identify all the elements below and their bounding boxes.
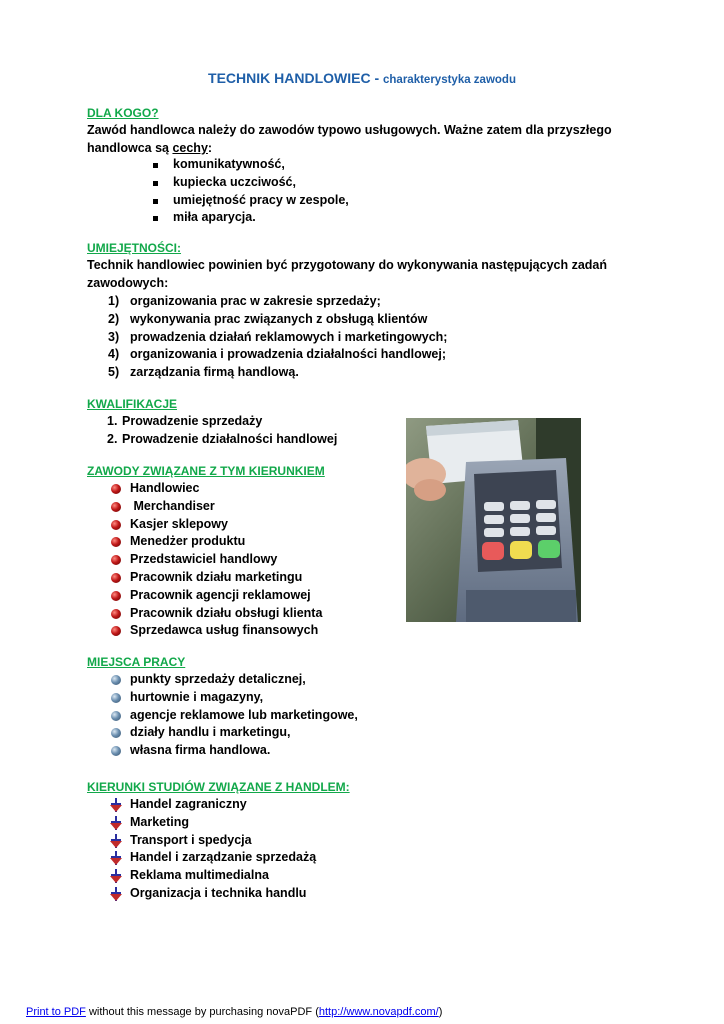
list-item: Organizacja i technika handlu [130,885,316,903]
list-item: umiejętność pracy w zespole, [173,192,349,210]
page-title [0,70,724,86]
list-item: Transport i spedycja [130,832,316,850]
arrow-down-bullet-icon [110,798,122,812]
list-item: działy handlu i marketingu, [130,724,358,742]
red-ball-bullet-icon [111,502,121,512]
cechy-underlined: cechy [172,141,208,155]
professions-list [130,480,322,640]
list-item: punkty sprzedaży detalicznej, [130,671,358,689]
dla-kogo-text-before: Zawód handlowca należy do zawodów typowo usługowych. Ważne zatem dla przyszłego handlowca są [87,123,612,155]
section-heading-umiejetnosci: UMIEJĘTNOŚCI: [87,241,182,255]
novapdf-footer [26,1006,442,1018]
list-item: 2) wykonywania prac związanych z obsługą klientów [108,311,428,326]
list-item: Kasjer sklepowy [130,516,322,534]
print-to-pdf-link[interactable]: Print to PDF [26,1006,86,1018]
footer-end-text: ) [438,1006,443,1018]
red-ball-bullet-icon [111,555,121,565]
section-heading-kwalifikacje: KWALIFIKACJE [87,397,177,411]
section-heading-zawody: ZAWODY ZWIĄZANE Z TYM KIERUNKIEM [87,464,325,478]
list-item: 5) zarządzania firmą handlową. [108,365,299,380]
list-item: hurtownie i magazyny, [130,689,358,707]
square-bullet-icon [153,163,158,168]
list-item: własna firma handlowa. [130,742,358,760]
list-item: 3) prowadzenia działań reklamowych i marketingowych; [108,329,448,344]
blue-ball-bullet-icon [111,693,121,703]
red-ball-bullet-icon [111,537,121,547]
dla-kogo-text-after: : [207,141,213,155]
list-item: Handlowiec [130,480,322,498]
novapdf-url-link[interactable]: http://www.novapdf.com/ [318,1006,439,1018]
list-item: Pracownik działu obsługi klienta [130,605,322,623]
list-item: agencje reklamowe lub marketingowe, [130,707,358,725]
arrow-down-bullet-icon [110,816,122,830]
red-ball-bullet-icon [111,626,121,636]
red-ball-bullet-icon [111,609,121,619]
list-item: 2. Prowadzenie działalności handlowej [107,431,338,446]
qualifications-list [107,413,338,449]
list-item: 1. Prowadzenie sprzedaży [107,414,263,428]
list-item: 4) organizowania i prowadzenia działalności handlowej; [108,347,447,362]
arrow-down-bullet-icon [110,887,122,901]
list-item: Reklama multimedialna [130,867,316,885]
section-heading-dla-kogo: DLA KOGO? [87,106,159,120]
list-item: Handel i zarządzanie sprzedażą [130,849,316,867]
list-item: Przedstawiciel handlowy [130,551,322,569]
list-item: Pracownik agencji reklamowej [130,587,322,605]
payment-terminal-image [406,418,581,622]
square-bullet-icon [153,199,158,204]
red-ball-bullet-icon [111,484,121,494]
red-ball-bullet-icon [111,520,121,530]
list-item: Marketing [130,814,316,832]
skills-list [108,293,448,382]
list-item: Handel zagraniczny [130,796,316,814]
payment-terminal-photo [406,418,581,622]
blue-ball-bullet-icon [111,711,121,721]
workplaces-list [130,671,358,760]
title-sub: charakterystyka zawodu [383,74,516,86]
blue-ball-bullet-icon [111,675,121,685]
arrow-down-bullet-icon [110,834,122,848]
list-item: Pracownik działu marketingu [130,569,322,587]
study-fields-list [130,796,316,903]
title-main: TECHNIK HANDLOWIEC - [208,70,384,86]
list-item: miła aparycja. [173,209,349,227]
square-bullet-icon [153,181,158,186]
list-item: kupiecka uczciwość, [173,174,349,192]
list-item: Sprzedawca usług finansowych [130,622,322,640]
arrow-down-bullet-icon [110,851,122,865]
blue-ball-bullet-icon [111,746,121,756]
footer-middle-text: without this message by purchasing novaPDF ( [85,1006,319,1018]
arrow-down-bullet-icon [110,869,122,883]
dla-kogo-text [87,121,647,157]
square-bullet-icon [153,216,158,221]
red-ball-bullet-icon [111,591,121,601]
blue-ball-bullet-icon [111,728,121,738]
traits-list [173,156,349,227]
list-item: 1) organizowania prac w zakresie sprzedaży; [108,294,381,308]
red-ball-bullet-icon [111,573,121,583]
list-item: komunikatywność, [173,156,349,174]
list-item: Menedżer produktu [130,533,322,551]
section-heading-kierunki-studiow: KIERUNKI STUDIÓW ZWIĄZANE Z HANDLEM: [87,780,350,794]
section-heading-miejsca-pracy: MIEJSCA PRACY [87,655,186,669]
umiejetnosci-text: Technik handlowiec powinien być przygotowany do wykonywania następujących zadań zawodowych: [87,258,608,290]
list-item: Merchandiser [130,498,322,516]
